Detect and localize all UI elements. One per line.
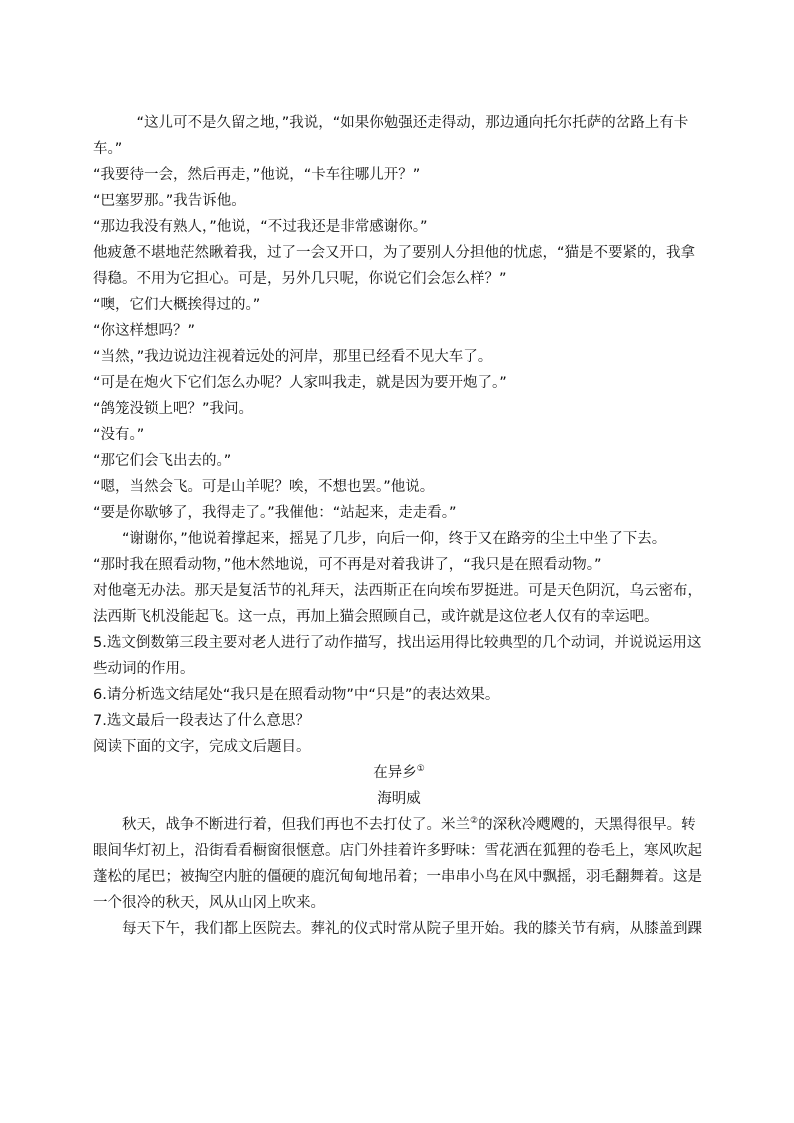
passage-paragraph: “噢，它们大概挨得过的。” [93, 297, 261, 313]
passage-paragraph: “那边我没有熟人，”他说，“不过我还是非常感谢你。” [93, 219, 428, 235]
passage-paragraph: “你这样想吗？” [93, 323, 196, 339]
passage-paragraph: “那时我在照看动物，”他木然地说，可不再是对着我讲了，“我只是在照看动物。” [93, 557, 602, 573]
question-item: 7.选文最后一段表达了什么意思？ [93, 713, 310, 729]
story-text: 的深秋冷飕飕的，天黑得很早。转眼间华灯初上，沿街看看橱窗很惬意。店门外挂着许多野味：雪花洒在狐狸的卷毛上，寒风吹起蓬松的尾巴；被掏空内脏的僵硬的鹿沉甸甸地吊着；一串串小鸟在风中飘摇，羽毛翻舞着。这是一个很冷的秋天，风从山冈上吹来。 [93, 817, 702, 911]
passage-paragraph: “我要待一会，然后再走，”他说，“卡车往哪儿开？” [93, 167, 421, 183]
passage-one [93, 110, 705, 630]
passage-paragraph: “要是你歇够了，我得走了。”我催他：“站起来，走走看。” [93, 505, 457, 521]
passage-paragraph: “没有。” [93, 427, 145, 443]
passage-paragraph: “嗯，当然会飞。可是山羊呢？唉，不想也罢。”他说。 [93, 479, 435, 495]
passage-paragraph: “谢谢你，”他说着撑起来，摇晃了几步，向后一仰，终于又在路旁的尘土中坐了下去。 [122, 531, 667, 547]
reading-instruction: 阅读下面的文字，完成文后题目。 [93, 739, 311, 755]
passage-paragraph: “鸽笼没锁上吧？”我问。 [93, 401, 254, 417]
passage-paragraph: 他疲惫不堪地茫然瞅着我，过了一会又开口，为了要别人分担他的忧虑，“猫是不要紧的，我拿得稳。不用为它担心。可是，另外几只呢，你说它们会怎么样？” [93, 245, 696, 287]
story-two [93, 760, 705, 942]
footnote-marker: ② [470, 816, 479, 827]
passage-paragraph: “可是在炮火下它们怎么办呢？人家叫我走，就是因为要开炮了。” [93, 375, 507, 391]
passage-paragraph: 对他毫无办法。那天是复活节的礼拜天，法西斯正在向埃布罗挺进。可是天色阴沉，乌云密布，法西斯飞机没能起飞。这一点，再加上猫会照顾自己，或许就是这位老人仅有的幸运吧。 [93, 583, 702, 625]
question-list [93, 630, 705, 734]
story-author: 海明威 [377, 791, 421, 807]
passage-paragraph: “当然，”我边说边注视着远处的河岸，那里已经看不见大车了。 [93, 349, 493, 365]
footnote-marker: ① [416, 764, 425, 775]
question-item: 6.请分析选文结尾处“我只是在照看动物”中“只是”的表达效果。 [93, 687, 500, 703]
passage-paragraph: “这儿可不是久留之地，”我说，“如果你勉强还走得动，那边通向托尔托萨的岔路上有卡车。” [93, 115, 689, 157]
story-title-text: 在异乡 [373, 765, 417, 781]
story-paragraph [93, 812, 705, 916]
question-item: 5.选文倒数第三段主要对老人进行了动作描写，找出运用得比较典型的几个动词，并说说运用这些动词的作用。 [93, 635, 702, 677]
passage-paragraph: “那它们会飞出去的。” [93, 453, 232, 469]
passage-paragraph: “巴塞罗那。”我告诉他。 [93, 193, 246, 209]
story-paragraph: 每天下午，我们都上医院去。葬礼的仪式时常从院子里开始。我的膝关节有病，从膝盖到踝 [122, 921, 702, 937]
story-title [93, 760, 705, 786]
story-text: 秋天，战争不断进行着，但我们再也不去打仗了。米兰 [122, 817, 470, 833]
document-page [93, 110, 705, 942]
